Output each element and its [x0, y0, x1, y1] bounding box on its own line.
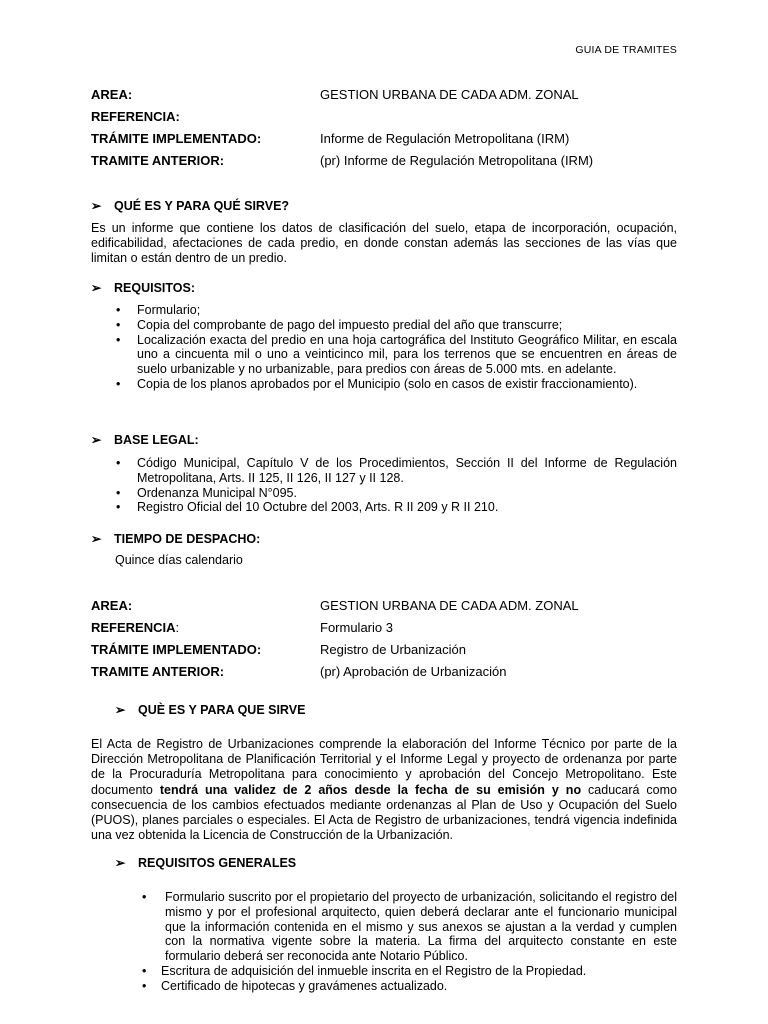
referencia-label-wrap: [91, 617, 320, 639]
que-es-paragraph-2: [91, 737, 677, 843]
area-value: GESTION URBANA DE CADA ADM. ZONAL: [320, 598, 579, 613]
section-que-es-2: [115, 702, 305, 718]
arrow-bullet-icon: ➢: [91, 433, 102, 447]
section-title: REQUISITOS:: [114, 281, 196, 295]
section-title: BASE LEGAL:: [114, 433, 199, 447]
anterior-row: [91, 661, 691, 683]
section-title: QUÉ ES Y PARA QUÉ SIRVE?: [114, 199, 290, 213]
arrow-bullet-icon: ➢: [115, 703, 126, 717]
tramite-value: Registro de Urbanización: [320, 642, 466, 657]
anterior-value: (pr) Aprobación de Urbanización: [320, 664, 507, 679]
area-value: GESTION URBANA DE CADA ADM. ZONAL: [320, 87, 579, 102]
area-row: [91, 595, 691, 617]
list-item: • Localización exacta del predio en una hoja cartográfica del Instituto Geográfico Militar, en escala uno a cincuenta mil o uno a veinticinco mil, para los terrenos que se encuentren en áreas de suelo urbanizable y no urbanizable, para predios con áreas de 5.000 mts. en adelante.: [114, 333, 677, 377]
section-requisitos-1: [91, 280, 195, 296]
arrow-bullet-icon: ➢: [115, 856, 126, 870]
arrow-bullet-icon: ➢: [91, 281, 102, 295]
paragraph-text: caducará como consecuencia de los cambios efectuados mediante ordenanzas al Plan de Uso y Ocupación del Suelo (PUOS), planes parciales o especiales. El Acta de Registro de urbanizaciones, tendrá vigencia indefinida una vez obtenida la Licencia de Construcción de la Urbanización.: [91, 782, 678, 843]
procedure-info-1: [91, 84, 691, 172]
list-item: • Ordenanza Municipal N°095.: [114, 486, 677, 501]
section-title: REQUISITOS GENERALES: [138, 856, 297, 870]
list-item: • Formulario;: [114, 303, 677, 318]
section-requisitos-generales: [115, 855, 296, 871]
section-que-es-1: [91, 198, 289, 214]
base-legal-list: [114, 456, 677, 515]
que-es-paragraph-1: Es un informe que contiene los datos de clasificación del suelo, etapa de incorporación, ocupación, edificabilidad, afectaciones de cada predio, en donde constan además las secciones de las vías que limitan o están dentro de un predio.: [91, 221, 677, 266]
list-item: • Formulario suscrito por el propietario del proyecto de urbanización, solicitando el registro del mismo y por el profesional arquitecto, quien deberá declarar ante el funcionario municipal que la información contenida en el mismo y sus anexos se ajustan a la verdad y cumplen con la normativa vigente sobre la materia. La firma del arquitecto constante en este formulario deberá ser reconocida ante Notario Público.: [140, 890, 677, 964]
section-base-legal: [91, 432, 199, 448]
procedure-info-2: [91, 595, 691, 683]
list-item: • Código Municipal, Capítulo V de los Procedimientos, Sección II del Informe de Regulación Metropolitana, Arts. II 125, II 126, II 127 y II 128.: [114, 456, 677, 486]
referencia-value: Formulario 3: [320, 620, 393, 635]
anterior-label: TRAMITE ANTERIOR:: [91, 664, 225, 679]
referencia-row: [91, 617, 691, 639]
list-item: • Copia de los planos aprobados por el Municipio (solo en casos de existir fraccionamiento).: [114, 377, 677, 392]
tramite-value: Informe de Regulación Metropolitana (IRM): [320, 131, 570, 146]
requisitos-generales-list: [140, 890, 677, 994]
section-title: TIEMPO DE DESPACHO:: [114, 532, 261, 546]
area-row: [91, 84, 691, 106]
paragraph-emphasis: tendrá una validez de 2 años desde la fecha de su emisión y no: [159, 782, 582, 797]
list-item: • Escritura de adquisición del inmueble inscrita en el Registro de la Propiedad.: [140, 964, 677, 979]
list-item: • Copia del comprobante de pago del impuesto predial del año que transcurre;: [114, 318, 677, 333]
section-title: QUÈ ES Y PARA QUE SIRVE: [138, 703, 306, 717]
requisitos-list-1: [114, 303, 677, 392]
referencia-colon: :: [175, 620, 180, 635]
tramite-label: TRÁMITE IMPLEMENTADO:: [91, 131, 262, 146]
guide-header: GUIA DE TRAMITES: [575, 44, 677, 56]
list-item: • Certificado de hipotecas y gravámenes actualizado.: [140, 979, 677, 994]
tramite-row: [91, 128, 691, 150]
anterior-value: (pr) Informe de Regulación Metropolitana (IRM): [320, 153, 594, 168]
area-label: AREA:: [91, 87, 133, 102]
tramite-label: TRÁMITE IMPLEMENTADO:: [91, 642, 262, 657]
tramite-row: [91, 639, 691, 661]
referencia-label: REFERENCIA: [91, 620, 176, 635]
referencia-row: [91, 106, 691, 128]
arrow-bullet-icon: ➢: [91, 532, 102, 546]
arrow-bullet-icon: ➢: [91, 199, 102, 213]
tiempo-text: Quince días calendario: [115, 553, 243, 567]
anterior-label: TRAMITE ANTERIOR:: [91, 153, 225, 168]
paragraph-text: El Acta de Registro de Urbanizaciones comprende la elaboración del Informe Técnico por parte de la Dirección Metropolitana de Planificación Territorial y el Informe Legal y proyecto de ordenanza por parte de la Procuraduría Metropolitana para conocimiento y aprobación del Concejo Metropolitano. Este documento: [91, 737, 677, 797]
referencia-label: REFERENCIA:: [91, 109, 180, 124]
anterior-row: [91, 150, 691, 172]
section-tiempo-despacho: [91, 531, 260, 547]
area-label: AREA:: [91, 598, 133, 613]
referencia-value: [320, 106, 691, 128]
list-item: • Registro Oficial del 10 Octubre del 2003, Arts. R II 209 y R II 210.: [114, 500, 677, 515]
